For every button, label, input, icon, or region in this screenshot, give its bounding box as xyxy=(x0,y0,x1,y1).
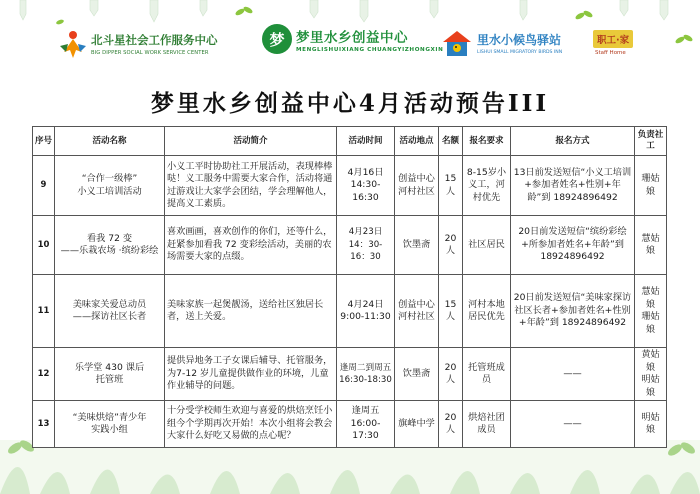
big-dipper-logo xyxy=(58,28,218,60)
cell-signup: —— xyxy=(511,401,635,448)
cell-no: 9 xyxy=(33,156,55,216)
logo-band xyxy=(0,20,700,80)
cell-quota: 20人 xyxy=(439,216,463,275)
dream-village-logo xyxy=(262,24,443,54)
cell-name: “合作一级棒” 小义工培训活动 xyxy=(55,156,165,216)
org3-name: 里水小候鸟驿站 xyxy=(477,33,562,47)
header-name: 活动名称 xyxy=(55,127,165,156)
header-requirement: 报名要求 xyxy=(463,127,511,156)
staff-home-english: Staff Home xyxy=(595,50,626,56)
cell-quota: 15人 xyxy=(439,156,463,216)
header-staff: 负责社工 xyxy=(635,127,667,156)
cell-requirement: 托管班成员 xyxy=(463,348,511,401)
cell-no: 12 xyxy=(33,348,55,401)
cell-place: 创益中心 河村社区 xyxy=(395,156,439,216)
header-signup: 报名方式 xyxy=(511,127,635,156)
cell-staff: 珊姑娘 xyxy=(635,156,667,216)
staff-home-badge-icon: 职工·家 xyxy=(593,30,633,48)
table-row xyxy=(33,156,667,216)
header-time: 活动时间 xyxy=(337,127,395,156)
cell-staff: 明姑娘 xyxy=(635,401,667,448)
cell-no: 11 xyxy=(33,275,55,348)
cell-quota: 15人 xyxy=(439,275,463,348)
cell-requirement: 河村本地居民优先 xyxy=(463,275,511,348)
cell-time: 逢周二到周五 16:30-18:30 xyxy=(337,348,395,401)
cell-time: 4月16日 14:30-16:30 xyxy=(337,156,395,216)
cell-intro: 十分受学校师生欢迎与喜爱的烘焙烹饪小组今个学期再次开始！本次小组将会教会大家什么好吃又易做的点心呢？ xyxy=(165,401,337,448)
cell-intro: 美味家族一起煲靓汤，送给社区独居长者，送上关爱。 xyxy=(165,275,337,348)
cell-signup: 13日前发送短信“小义工培训+参加者姓名+性别+年龄”到 18924896492 xyxy=(511,156,635,216)
cell-staff: 慧姑娘 xyxy=(635,216,667,275)
org1-name: 北斗星社会工作服务中心 xyxy=(91,33,218,47)
cell-name: “美味烘焙”青少年 实践小组 xyxy=(55,401,165,448)
cell-requirement: 社区居民 xyxy=(463,216,511,275)
cell-requirement: 8-15岁小义工，河村优先 xyxy=(463,156,511,216)
dream-village-logo-icon: 梦 xyxy=(262,24,292,54)
cell-intro: 提供异地务工子女课后辅导、托管服务，为7-12 岁儿童提供做作业的环境，儿童作业辅导的问题。 xyxy=(165,348,337,401)
org1-english-name: BIG DIPPER SOCIAL WORK SERVICE CENTER xyxy=(91,50,209,56)
big-dipper-logo-icon xyxy=(58,28,88,60)
cell-time: 逢周五 16:00-17:30 xyxy=(337,401,395,448)
bird-house-logo-icon xyxy=(440,28,474,58)
table-row xyxy=(33,348,667,401)
cell-no: 10 xyxy=(33,216,55,275)
cell-place: 饮墨斋 xyxy=(395,348,439,401)
cell-name: 看我 72 变 ——乐栽农场 ·缤纷彩绘 xyxy=(55,216,165,275)
table-row xyxy=(33,216,667,275)
cell-intro: 小义工平时协助社工开展活动，表现棒棒哒！义工服务中需要大家合作，活动将通过游戏让大家学会团结，学会理解他人，提高义工素质。 xyxy=(165,156,337,216)
cell-quota: 20人 xyxy=(439,401,463,448)
cell-staff: 慧姑娘 珊姑娘 xyxy=(635,275,667,348)
cell-name: 乐学堂 430 课后 托管班 xyxy=(55,348,165,401)
header-no: 序号 xyxy=(33,127,55,156)
table-row xyxy=(33,401,667,448)
org2-name: 梦里水乡创益中心 xyxy=(296,29,408,46)
bird-house-logo xyxy=(440,28,562,58)
cell-place: 创益中心 河村社区 xyxy=(395,275,439,348)
cell-requirement: 烘焙社团成员 xyxy=(463,401,511,448)
cell-staff: 黄姑娘 明姑娘 xyxy=(635,348,667,401)
header-intro: 活动简介 xyxy=(165,127,337,156)
table-row xyxy=(33,275,667,348)
staff-home-logo xyxy=(593,30,633,56)
org2-english-name: MENGLISHUIXIANG CHUANGYIZHONGXIN xyxy=(296,46,444,53)
cell-signup: —— xyxy=(511,348,635,401)
table-header-row xyxy=(33,127,667,156)
cell-place: 旗峰中学 xyxy=(395,401,439,448)
cell-quota: 20人 xyxy=(439,348,463,401)
cell-place: 饮墨斋 xyxy=(395,216,439,275)
page-title: 梦里水乡创益中心4月活动预告III xyxy=(150,90,550,117)
cell-no: 13 xyxy=(33,401,55,448)
cell-time: 4月24日 9:00-11:30 xyxy=(337,275,395,348)
cell-signup: 20日前发送短信“美味家探访社区长者+参加者姓名+性别+年龄”到 18924896492 xyxy=(511,275,635,348)
cell-name: 美味家关爱总动员 ——探访社区长者 xyxy=(55,275,165,348)
header-place: 活动地点 xyxy=(395,127,439,156)
cell-signup: 20日前发送短信“缤纷彩绘+所参加者姓名+年龄”到 18924896492 xyxy=(511,216,635,275)
cell-time: 4月23日 14：30-16：30 xyxy=(337,216,395,275)
org3-english-name: LISHUI SMALL MIGRATORY BIRDS INN xyxy=(477,50,563,55)
header-quota: 名额 xyxy=(439,127,463,156)
cell-intro: 喜欢画画，喜欢创作的你们，还等什么，赶紧参加看我 72 变彩绘活动，美丽的农场需要大家的点缀。 xyxy=(165,216,337,275)
activity-schedule-table xyxy=(32,126,667,448)
